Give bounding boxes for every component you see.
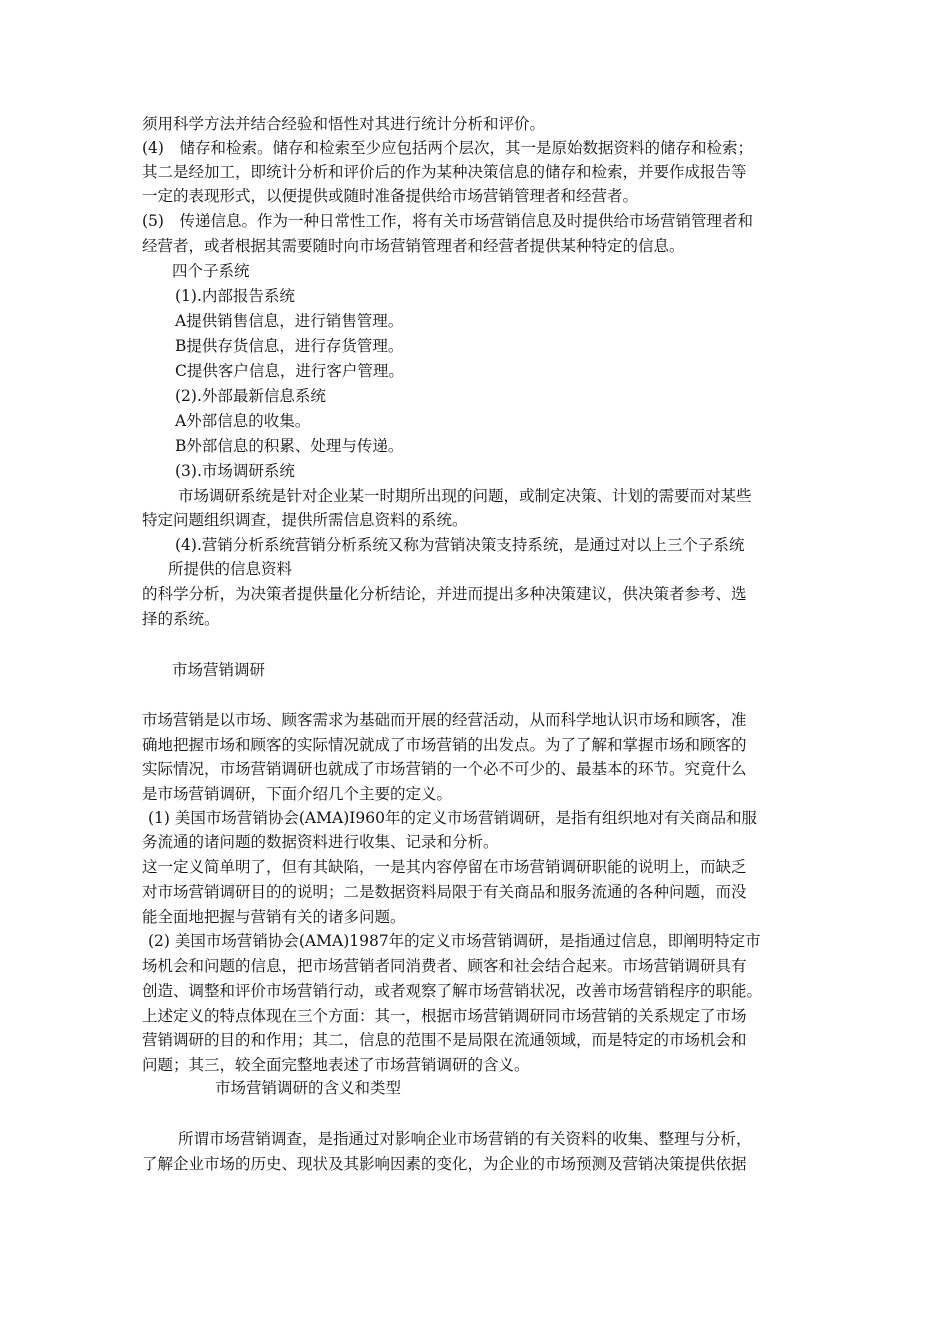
text-line: 营销调研的目的和作用；其二，信息的范围不是局限在流通领域，而是特定的市场机会和 <box>142 1031 747 1049</box>
text-line: 须用科学方法并结合经验和悟性对其进行统计分析和评价。 <box>142 115 546 133</box>
text-line: 所谓市场营销调查，是指通过对影响企业市场营销的有关资料的收集、整理与分析， <box>178 1130 752 1148</box>
text-line: 其二是经加工，即统计分析和评价后的作为某种决策信息的储存和检索，并要作成报告等 <box>142 163 747 181</box>
text-line: 择的系统。 <box>142 610 220 628</box>
text-line: 这一定义简单明了，但有其缺陷，一是其内容停留在市场营销调研职能的说明上，而缺乏 <box>142 858 747 876</box>
list-item: B提供存货信息，进行存货管理。 <box>175 337 404 355</box>
text-line: 特定问题组织调查，提供所需信息资料的系统。 <box>142 511 468 529</box>
list-item: A外部信息的收集。 <box>175 412 311 430</box>
list-item: B外部信息的积累、处理与传递。 <box>175 437 404 455</box>
list-item: A提供销售信息，进行销售管理。 <box>175 312 404 330</box>
text-line: 创造、调整和评价市场营销行动，或者观察了解市场营销状况，改善市场营销程序的职能。 <box>142 982 763 1000</box>
text-line: 了解企业市场的历史、现状及其影响因素的变化，为企业的市场预测及营销决策提供依据 <box>142 1155 747 1173</box>
list-item: (1).内部报告系统 <box>175 287 295 305</box>
text-line: 的科学分析，为决策者提供量化分析结论，并进而提出多种决策建议，供决策者参考、选 <box>142 585 747 603</box>
text-line: 场机会和问题的信息，把市场营销者同消费者、顾客和社会结合起来。市场营销调研具有 <box>142 957 747 975</box>
text-line: (2) 美国市场营销协会(AMA)1987年的定义市场营销调研，是指通过信息，即阐明特定市 <box>148 932 761 950</box>
text-line: (5) 传递信息。作为一种日常性工作，将有关市场营销信息及时提供给市场营销管理者和 <box>142 212 753 230</box>
list-item: (4).营销分析系统营销分析系统又称为营销决策支持系统，是通过对以上三个子系统 <box>175 536 745 554</box>
text-line: 市场营销是以市场、顾客需求为基础而开展的经营活动，从而科学地认识市场和顾客，准 <box>142 711 747 729</box>
section-heading: 市场营销调研的含义和类型 <box>215 1079 402 1097</box>
list-item: (2).外部最新信息系统 <box>175 387 326 405</box>
text-line: 问题；其三，较全面完整地表述了市场营销调研的含义。 <box>142 1056 530 1074</box>
text-line: 务流通的诸问题的数据资料进行收集、记录和分析。 <box>142 833 499 851</box>
text-line: 能全面地把握与营销有关的诸多问题。 <box>142 908 406 926</box>
text-line: 上述定义的特点体现在三个方面：其一，根据市场营销调研同市场营销的关系规定了市场 <box>142 1007 747 1025</box>
text-line: 所提供的信息资料 <box>168 560 293 578</box>
text-line: 一定的表现形式，以便提供或随时准备提供给市场营销管理者和经营者。 <box>142 187 639 205</box>
text-line: 实际情况，市场营销调研也就成了市场营销的一个必不可少的、最基本的环节。究竟什么 <box>142 760 747 778</box>
text-line: (4) 储存和检索。储存和检索至少应包括两个层次，其一是原始数据资料的储存和检索； <box>142 139 753 157</box>
list-item: (3).市场调研系统 <box>175 462 295 480</box>
section-heading: 市场营销调研 <box>172 661 266 679</box>
text-line: 市场调研系统是针对企业某一时期所出现的问题，或制定决策、计划的需要而对某些 <box>178 487 752 505</box>
text-line: 经营者，或者根据其需要随时向市场营销管理者和经营者提供某种特定的信息。 <box>142 237 685 255</box>
text-line: (1) 美国市场营销协会(AMA)I960年的定义市场营销调研，是指有组织地对有关商品和服 <box>148 809 757 827</box>
section-heading: 四个子系统 <box>172 262 250 280</box>
text-line: 是市场营销调研，下面介绍几个主要的定义。 <box>142 785 453 803</box>
text-line: 对市场营销调研目的的说明；二是数据资料局限于有关商品和服务流通的各种问题，而没 <box>142 883 747 901</box>
list-item: C提供客户信息，进行客户管理。 <box>175 362 404 380</box>
text-line: 确地把握市场和顾客的实际情况就成了市场营销的出发点。为了了解和掌握市场和顾客的 <box>142 736 747 754</box>
